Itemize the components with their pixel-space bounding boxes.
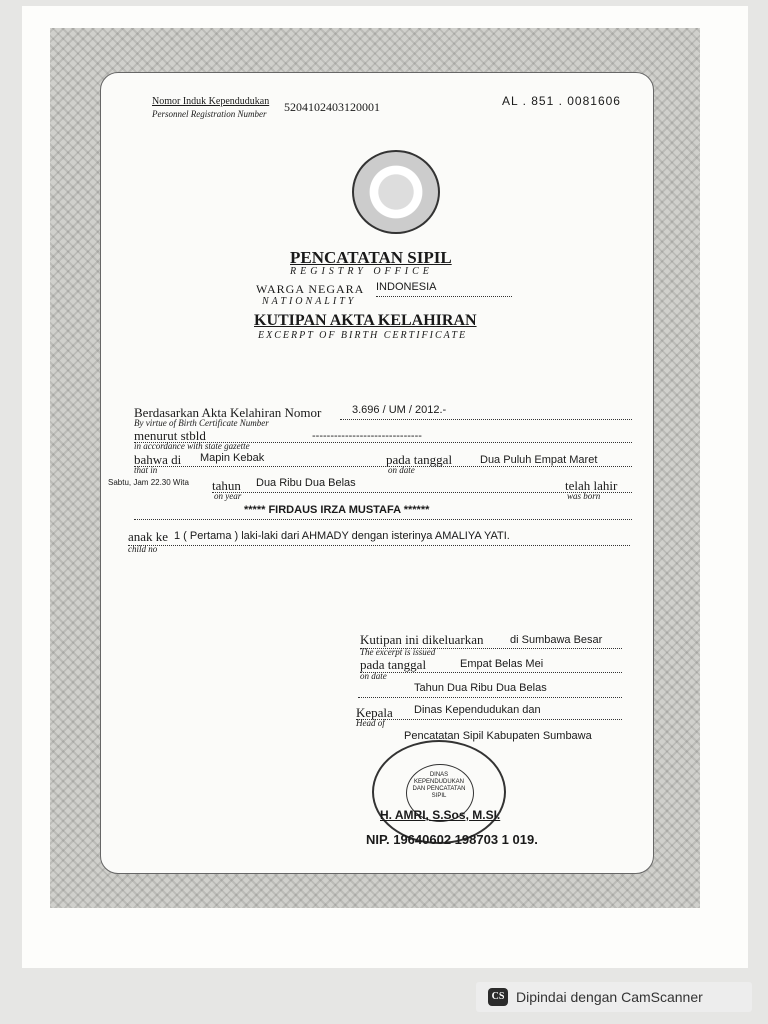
- birth-date-label-en: on date: [388, 465, 415, 475]
- place-label: bahwa di: [134, 452, 182, 467]
- place-value: Mapin Kebak: [200, 452, 265, 464]
- document-title: KUTIPAN AKTA KELAHIRAN: [254, 312, 477, 329]
- camscanner-watermark: [476, 982, 752, 1012]
- camscanner-logo-icon: CS: [488, 988, 508, 1006]
- office-title-en: REGISTRY OFFICE: [290, 266, 433, 277]
- issue-date-value: Empat Belas Mei: [460, 658, 544, 670]
- birth-date-label: pada tanggal: [386, 452, 453, 467]
- birth-year-label: tahun: [212, 478, 241, 493]
- act-number-label-en: By virtue of Birth Certificate Number: [134, 418, 269, 428]
- stbld-label: menurut stbld: [134, 428, 206, 443]
- garuda-emblem-icon: [352, 150, 440, 234]
- issue-date-label-en: on date: [360, 671, 387, 681]
- nik-label-en: Personnel Registration Number: [152, 109, 267, 119]
- office-title: PENCATATAN SIPIL: [290, 248, 452, 267]
- issued-place: di Sumbawa Besar: [510, 634, 603, 646]
- child-order-value: 1 ( Pertama ) laki-laki dari AHMADY dengan isterinya AMALIYA YATI.: [174, 530, 510, 542]
- act-number-label: Berdasarkan Akta Kelahiran Nomor: [134, 405, 322, 420]
- birth-time-note: Sabtu, Jam 22.30 Wita: [108, 478, 189, 487]
- birth-date-value: Dua Puluh Empat Maret: [480, 454, 598, 466]
- head-office-line2: Pencatatan Sipil Kabupaten Sumbawa: [404, 730, 592, 742]
- document-title-en: EXCERPT OF BIRTH CERTIFICATE: [258, 330, 468, 341]
- head-label-en: Head of: [356, 718, 385, 728]
- stbld-value: ------------------------------: [312, 430, 422, 442]
- issued-label: Kutipan ini dikeluarkan: [360, 632, 484, 647]
- born-label: telah lahir: [565, 478, 618, 493]
- stbld-label-en: in accordance with state gazette: [134, 441, 250, 451]
- official-nip: NIP. 19640602 198703 1 019.: [366, 832, 538, 847]
- head-office-line1: Dinas Kependudukan dan: [414, 704, 541, 716]
- nik-label: Nomor Induk Kependudukan: [152, 96, 270, 107]
- official-name: H. AMRI, S.Sos, M.SI.: [380, 808, 501, 822]
- citizenship-label-en: NATIONALITY: [262, 296, 357, 307]
- stamp-text: DINAS KEPENDUDUKAN DAN PENCATATAN SIPIL: [412, 772, 466, 799]
- child-name: ***** FIRDAUS IRZA MUSTAFA ******: [244, 504, 430, 516]
- child-order-label: anak ke: [128, 529, 169, 544]
- birth-year-label-en: on year: [214, 491, 242, 501]
- act-number-value: 3.696 / UM / 2012.-: [352, 404, 447, 416]
- issued-label-en: The excerpt is issued: [360, 647, 436, 657]
- nik-value: 5204102403120001: [284, 100, 380, 114]
- citizenship-value: INDONESIA: [376, 281, 437, 293]
- serial-number: AL . 851 . 0081606: [502, 94, 621, 108]
- head-label: Kepala: [356, 705, 393, 720]
- issue-date-label: pada tanggal: [360, 657, 427, 672]
- child-order-label-en: child no: [128, 544, 158, 554]
- citizenship-label: WARGA NEGARA: [256, 282, 365, 296]
- place-label-en: that in: [134, 465, 158, 475]
- birth-year-value: Dua Ribu Dua Belas: [256, 477, 356, 489]
- issue-year-value: Tahun Dua Ribu Dua Belas: [414, 682, 547, 694]
- camscanner-text: Dipindai dengan CamScanner: [516, 989, 703, 1005]
- official-seal-stamp: [372, 740, 506, 844]
- born-label-en: was born: [567, 491, 601, 501]
